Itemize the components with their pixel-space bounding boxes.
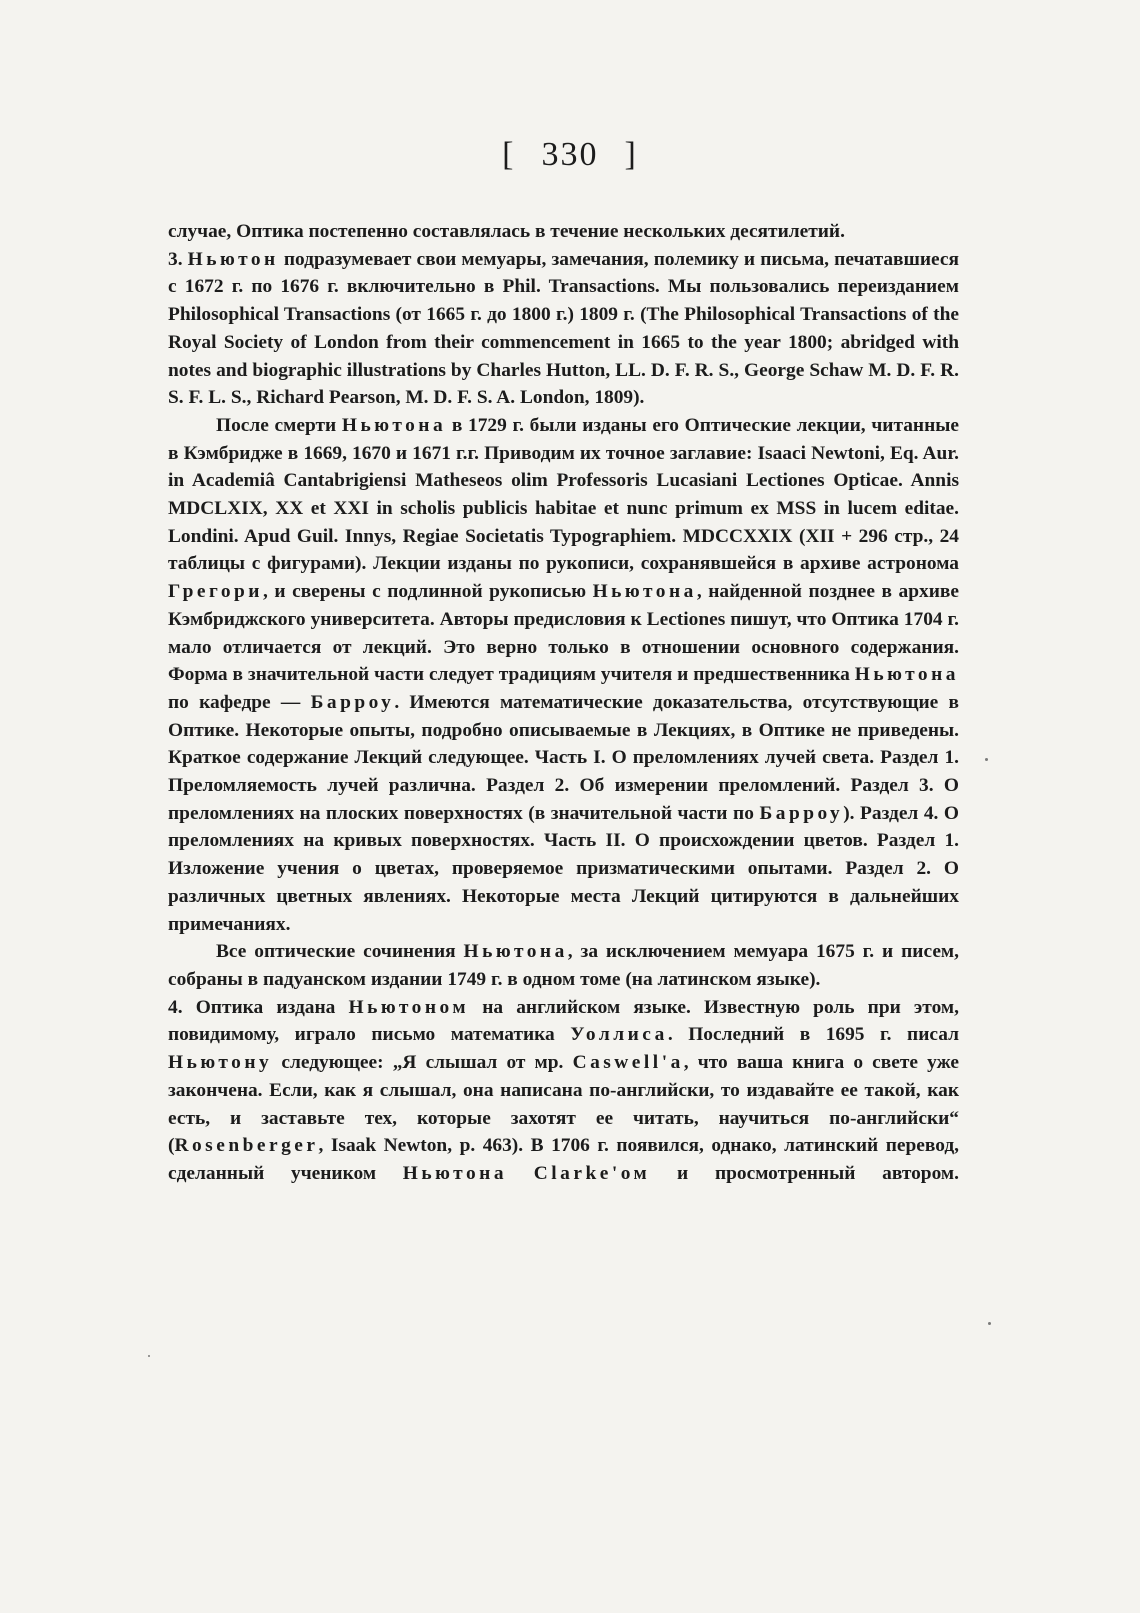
person-name: Ньютону	[168, 1052, 273, 1074]
person-name: Ньютона	[592, 581, 697, 603]
right-bracket: ]	[624, 136, 638, 173]
note-3: 3. Ньютон подразумевает свои мемуары, замечания, полемику и письма, печатавшиеся с 1672 г. по 1676 г. включительно в Phil. Transactions. Мы пользовались переизданием Philosophical Transactions (от 1665 г. до 1800 г.) 1809 г. (The Philosophical Transactions of the Royal Society of London from their commencement in 1665 to the year 1800; abridged with notes and biographic illustrations by Charles Hutton, LL. D. F. R. S., George Schaw M. D. F. R. S. F. L. S., Richard Pearson, M. D. F. S. A. London, 1809).	[168, 248, 959, 409]
paragraph-editions: Все оптические сочинения Ньютона, за исключением мемуара 1675 г. и писем, собраны в падуанском издании 1749 г. в одном томе (на латинском языке).	[168, 941, 959, 990]
notes-body	[168, 218, 959, 1188]
left-bracket: [	[502, 136, 516, 173]
paragraph-lectures: После смерти Ньютона в 1729 г. были изданы его Оптические лекции, читанные в Кэмбридже в 1669, 1670 и 1671 г.г. Приводим их точное заглавие: Isaaci Newtoni, Eq. Aur. in Academiâ Cantabrigiensi Matheseos olim Professoris Lucasiani Lectiones Opticae. Annis MDCLXIX, XX et XXI in scholis publicis habitae et nunc primum ex MSS in lucem editae. Londini. Apud Guil. Innys, Regiae Societatis Typographiem. MDCCXXIX (XII + 296 стр., 24 таблицы с фигурами). Лекции изданы по рукописи, сохранявшейся в архиве астронома Грегори, и сверены с подлинной рукописью Ньютона, найденной позднее в архиве Кэмбриджского университета. Авторы предисловия к Lectiones пишут, что Оптика 1704 г. мало отличается от лекций. Это верно только в отношении основного содержания. Форма в значительной части следует традициям учителя и предшественника Ньютона по кафедре — Барроу. Имеются математические доказательства, отсутствующие в Оптике. Некоторые опыты, подробно описываемые в Лекциях, в Оптике не приведены. Краткое содержание Лекций следующее. Часть I. О преломлениях лучей света. Раздел 1. Преломляемость лучей различна. Раздел 2. Об измерении преломлений. Раздел 3. О преломлениях на плоских поверхностях (в значительной части по Барроу). Раздел 4. О преломлениях на кривых поверхностях. Часть II. О происхождении цветов. Раздел 1. Изложение учения о цветах, проверяемое призматическими опытами. Раздел 2. О различных цветных явлениях. Некоторые места Лекций цитируются в дальнейших примечаниях.	[168, 414, 960, 935]
person-name: Ньютона	[854, 664, 959, 686]
page-number: 330	[541, 136, 599, 173]
scan-speck	[985, 758, 988, 761]
person-name: Rosenberger	[174, 1135, 319, 1157]
person-name: Clarke'ом	[533, 1162, 651, 1184]
person-name: Барроу	[310, 691, 395, 713]
note-4: 4. Оптика издана Ньютоном на английском языке. Известную роль при этом, повидимому, играло письмо математика Уоллиса. Последний в 1695 г. писал Ньютону следующее: „Я слышал от мр. Caswell'а, что ваша книга о свете уже закончена. Если, как я слышал, она написана по-английски, то издавайте ее такой, как есть, и заставьте тех, которые захотят ее читать, научиться по-английски“ (Rosenberger, Isaak Newton, p. 463). В 1706 г. появился, однако, латинский перевод, сделанный учеником Ньютона Clarke'ом и просмотренный автором.	[168, 996, 959, 1184]
person-name: Caswell'а	[572, 1052, 684, 1074]
person-name: Ньютона	[463, 941, 568, 963]
person-name: Ньютоном	[348, 996, 470, 1018]
paragraph-continuation: случае, Оптика постепенно составлялась в течение нескольких десятилетий.	[168, 221, 845, 242]
note-number: 4.	[168, 996, 183, 1018]
person-name: Ньютона	[402, 1162, 508, 1184]
person-name: Ньютон	[187, 248, 279, 270]
person-name: Ньютона	[341, 414, 447, 436]
person-name: Грегори	[168, 581, 263, 603]
person-name: Барроу	[759, 802, 844, 824]
scan-speck	[988, 1322, 991, 1325]
scan-speck	[148, 1355, 150, 1357]
note-number: 3.	[168, 248, 183, 270]
person-name: Уоллиса	[570, 1024, 668, 1046]
page-header	[0, 136, 1140, 174]
